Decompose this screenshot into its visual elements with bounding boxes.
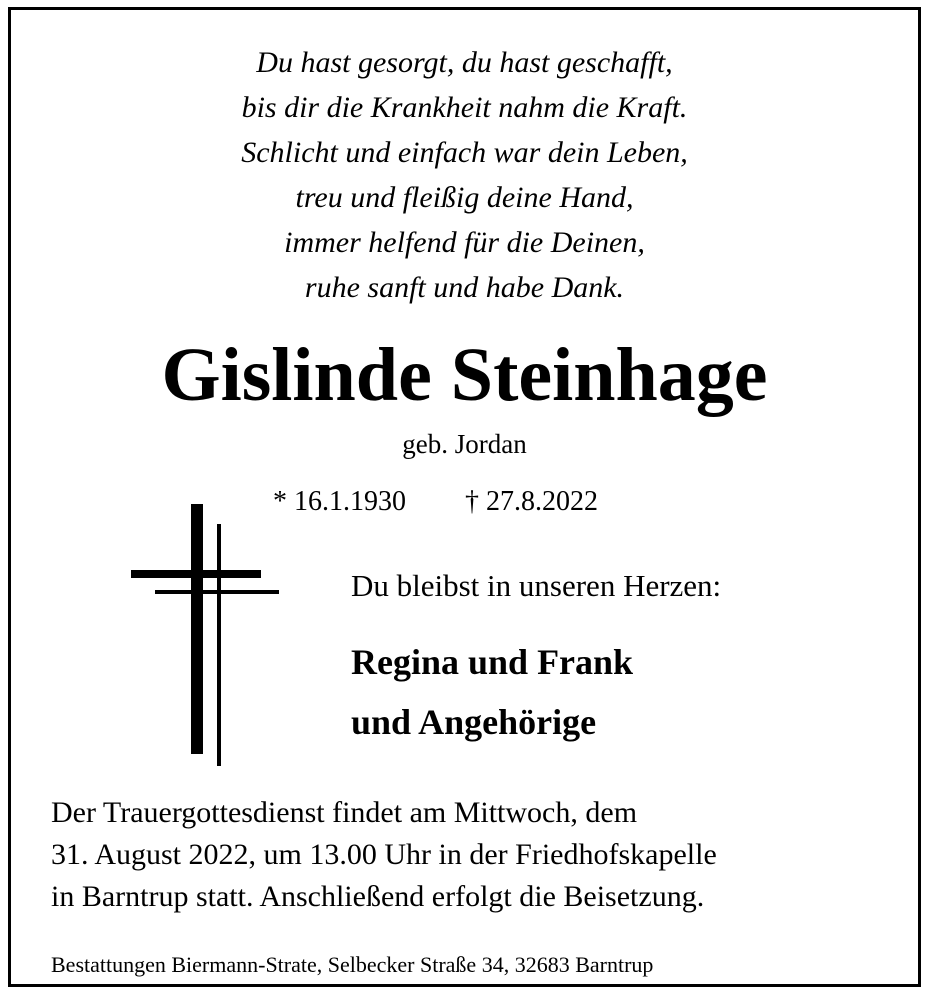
poem-line: immer helfend für die Deinen, (284, 226, 645, 259)
maiden-name: geb. Jordan (402, 429, 527, 459)
poem-line: Du hast gesorgt, du hast geschafft, (256, 46, 673, 79)
cross-horizontal-back (155, 590, 279, 594)
obituary-frame (8, 7, 921, 987)
funeral-home-address: Bestattungen Biermann-Strate, Selbecker Straße 34, 32683 Barntrup (51, 952, 654, 977)
life-dates (273, 484, 598, 520)
poem-line: ruhe sanft und habe Dank. (304, 271, 625, 304)
remembrance-message: Du bleibst in unseren Herzen: (351, 568, 722, 603)
poem-line: treu und fleißig deine Hand, (295, 181, 634, 214)
cross-vertical-back (217, 524, 221, 766)
mourner-line: Regina und Frank (351, 642, 634, 682)
cross-vertical-front (191, 504, 203, 754)
service-line: Der Trauergottesdienst findet am Mittwoch, dem (51, 796, 638, 829)
cross-horizontal-front (131, 570, 261, 578)
mourners (351, 632, 633, 752)
poem-line: Schlicht und einfach war dein Leben, (241, 136, 688, 169)
cross-icon (121, 504, 281, 766)
service-line: 31. August 2022, um 13.00 Uhr in der Friedhofskapelle (51, 838, 717, 871)
service-line: in Barntrup statt. Anschließend erfolgt die Beisetzung. (51, 880, 705, 913)
mourner-line: und Angehörige (351, 702, 597, 742)
memorial-poem (11, 40, 918, 310)
birth-date: * 16.1.1930 (273, 486, 406, 517)
funeral-service-info (51, 792, 717, 918)
poem-line: bis dir die Krankheit nahm die Kraft. (241, 91, 688, 124)
deceased-name: Gislinde Steinhage (161, 333, 768, 417)
death-date: † 27.8.2022 (465, 486, 598, 517)
